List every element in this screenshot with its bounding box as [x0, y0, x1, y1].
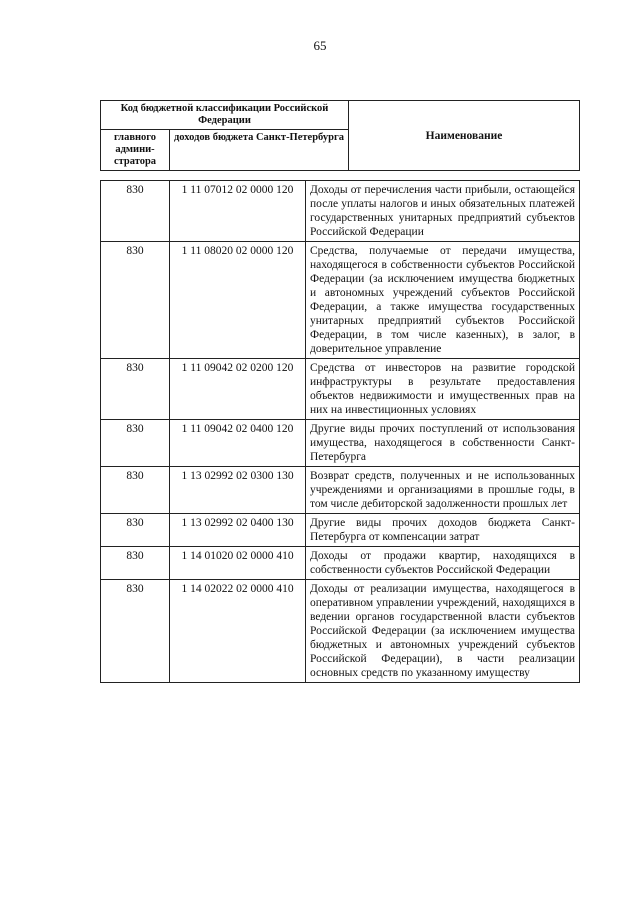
- admin-code-cell: 830: [101, 420, 170, 467]
- admin-code-cell: 830: [101, 580, 170, 683]
- income-name-cell: Доходы от перечисления части прибыли, остающейся после уплаты налогов и иных обязательных платежей государственных унитарных предприятий субъектов Российской Федерации: [306, 181, 580, 242]
- table-row: [101, 514, 580, 547]
- income-code-cell: 1 11 08020 02 0000 120: [170, 242, 306, 359]
- table-row: [101, 181, 580, 242]
- income-code-cell: 1 13 02992 02 0300 130: [170, 467, 306, 514]
- income-codes-table: [100, 180, 580, 683]
- income-name-cell: Другие виды прочих доходов бюджета Санкт-Петербурга от компенсации затрат: [306, 514, 580, 547]
- admin-code-cell: 830: [101, 467, 170, 514]
- admin-code-cell: 830: [101, 359, 170, 420]
- admin-code-cell: 830: [101, 547, 170, 580]
- table-row: [101, 420, 580, 467]
- admin-code-cell: 830: [101, 514, 170, 547]
- income-name-cell: Возврат средств, полученных и не использованных учреждениями и организациями в прошлые годы, в том числе дебиторской задолженности прошлых лет: [306, 467, 580, 514]
- income-name-cell: Доходы от реализации имущества, находящегося в оперативном управлении учреждений, находящихся в ведении органов государственной власти субъектов Российской Федерации (за исключением имущества бюджетных и автономных учреждений субъектов Российской Федерации), в части реализации основных средств по указанному имуществу: [306, 580, 580, 683]
- classification-header-table: [100, 100, 580, 171]
- budget-classification-header: Код бюджетной классификации Российской Федерации: [101, 101, 349, 130]
- name-column-header: Наименование: [349, 101, 580, 171]
- income-code-cell: 1 14 01020 02 0000 410: [170, 547, 306, 580]
- income-name-cell: Доходы от продажи квартир, находящихся в собственности субъектов Российской Федерации: [306, 547, 580, 580]
- income-code-cell: 1 11 09042 02 0400 120: [170, 420, 306, 467]
- admin-code-cell: 830: [101, 181, 170, 242]
- admin-code-cell: 830: [101, 242, 170, 359]
- table-row: [101, 580, 580, 683]
- admin-column-header: главного админи-стратора: [101, 130, 170, 171]
- income-code-cell: 1 14 02022 02 0000 410: [170, 580, 306, 683]
- table-row: [101, 242, 580, 359]
- page-number: 65: [313, 38, 327, 53]
- income-column-header: доходов бюджета Санкт-Петербурга: [170, 130, 349, 171]
- income-code-cell: 1 11 07012 02 0000 120: [170, 181, 306, 242]
- income-name-cell: Средства, получаемые от передачи имущества, находящегося в собственности субъектов Российской Федерации (за исключением имущества бюджетных и автономных учреждений субъектов Российской Федерации, а также имущества государственных унитарных предприятий субъектов Российской Федерации, в том числе казенных), в залог, в доверительное управление: [306, 242, 580, 359]
- table-row: [101, 547, 580, 580]
- income-code-cell: 1 11 09042 02 0200 120: [170, 359, 306, 420]
- table-row: [101, 359, 580, 420]
- income-name-cell: Средства от инвесторов на развитие городской инфраструктуры в результате предоставления объектов недвижимости и имущественных прав на них на инвестиционных условиях: [306, 359, 580, 420]
- income-code-cell: 1 13 02992 02 0400 130: [170, 514, 306, 547]
- table-row: [101, 467, 580, 514]
- income-name-cell: Другие виды прочих поступлений от использования имущества, находящегося в собственности Санкт-Петербурга: [306, 420, 580, 467]
